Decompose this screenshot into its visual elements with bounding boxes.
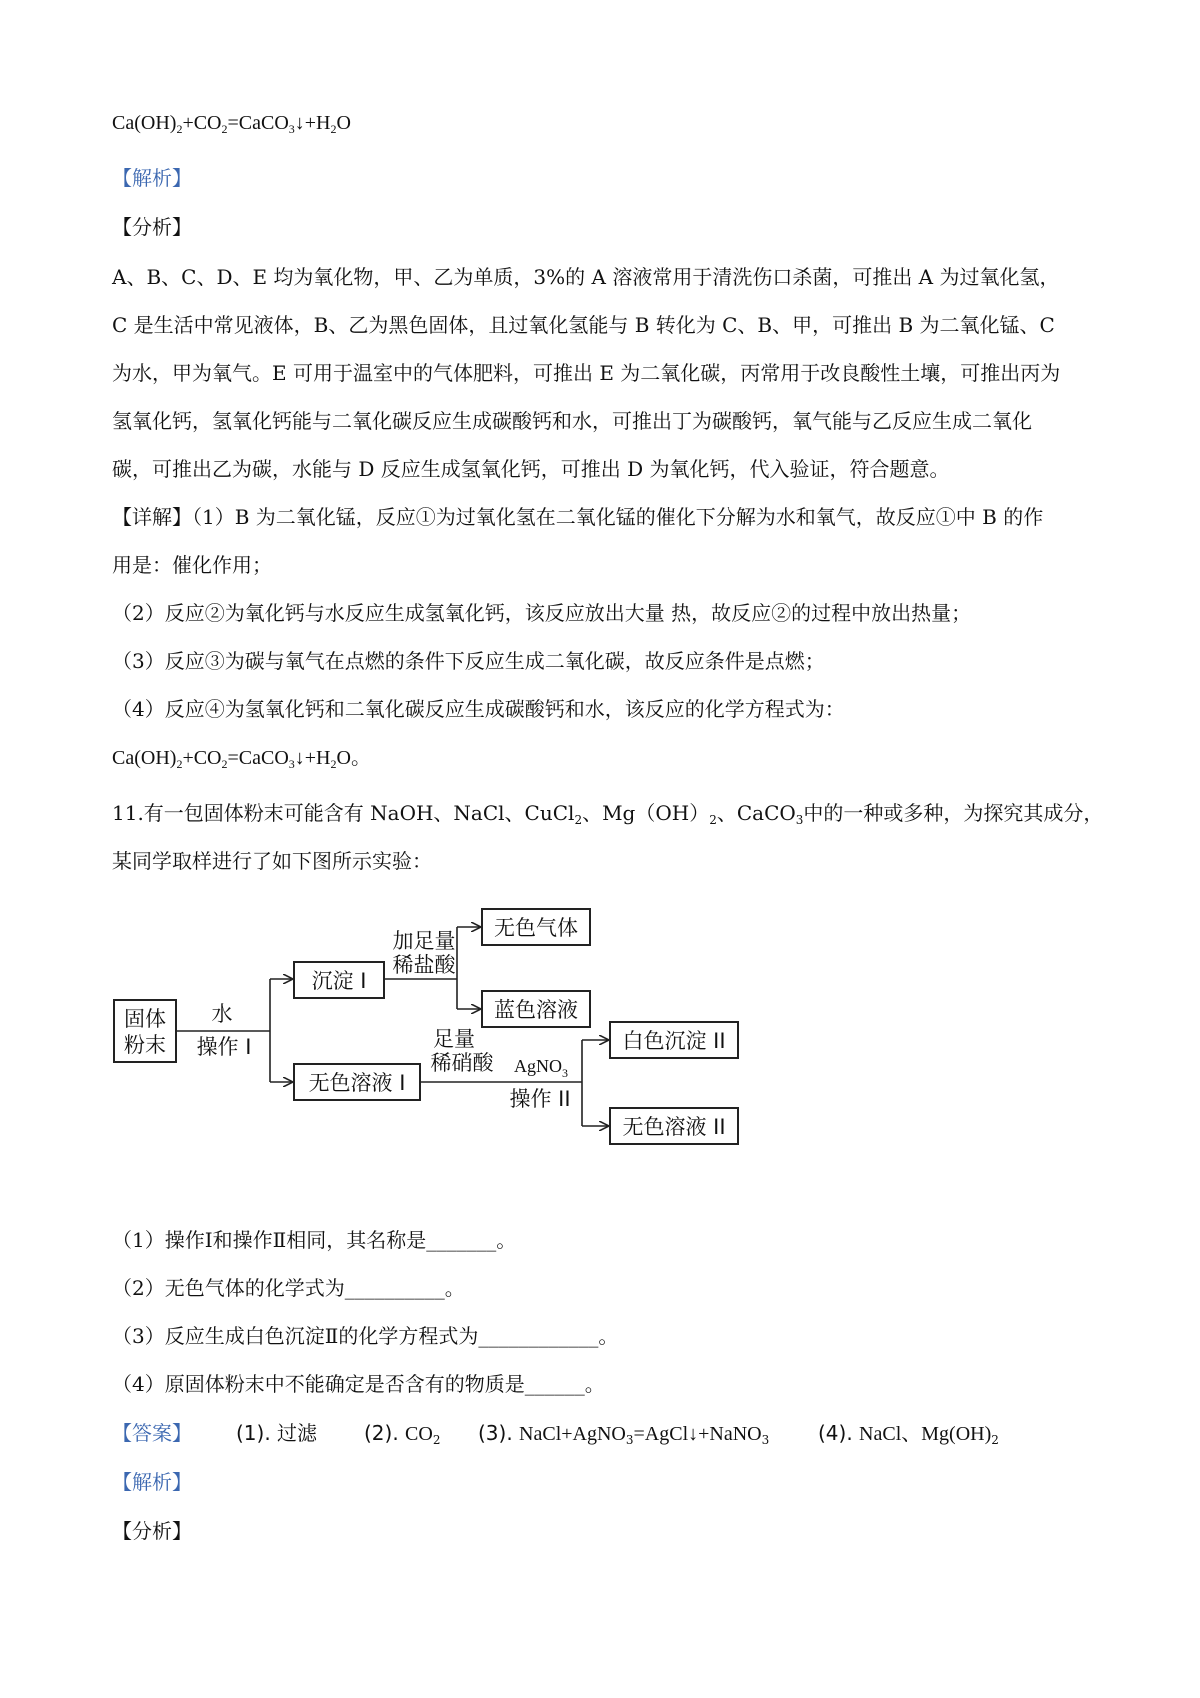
q11-text: 、Mg（OH） <box>582 801 710 825</box>
experiment-flow-diagram <box>112 900 832 1160</box>
q11-stem-line2: 某同学取样进行了如下图所示实验： <box>112 849 432 873</box>
answer-sub: 3 <box>625 1433 634 1447</box>
question-line: （1）操作Ⅰ和操作Ⅱ相同，其名称是_______。 <box>112 1228 517 1252</box>
question-line: （2）无色气体的化学式为__________。 <box>112 1276 465 1300</box>
label-fenxi: 【分析】 <box>112 215 192 239</box>
eq-part: ↓+H <box>294 112 331 134</box>
text-excess-hno3-2: 稀硝酸 <box>430 1051 494 1075</box>
answer-sub: 2 <box>991 1433 999 1447</box>
q11-text: 中的一种或多种，为探究其成分， <box>803 801 1104 825</box>
eq-sub: 2 <box>176 122 183 136</box>
agno3-main: AgNO <box>514 1056 562 1076</box>
answer-sub: 3 <box>761 1433 770 1447</box>
eq-part: =CaCO <box>227 747 289 769</box>
answer-num: (4). <box>818 1421 853 1445</box>
label-jiexi-2: 【解析】 <box>112 1470 192 1494</box>
answer-text: NaCl、Mg(OH) <box>859 1423 992 1445</box>
text-op2: 操作 II <box>509 1087 571 1111</box>
label-xiangjie: 【详解】 <box>112 505 192 529</box>
eq-sub: 2 <box>221 757 228 771</box>
text-colorless-solution-1: 无色溶液 I <box>308 1071 406 1095</box>
q11-text: 11.有一包固体粉末可能含有 NaOH、NaCl、CuCl <box>112 801 575 825</box>
text-colorless-solution-2: 无色溶液 II <box>622 1115 726 1139</box>
text-white-precipitate-2: 白色沉淀 II <box>622 1029 726 1053</box>
text-precipitate-1: 沉淀 I <box>311 969 367 993</box>
q11-sub: 2 <box>709 813 717 827</box>
eq-sub: 3 <box>288 122 295 136</box>
detail-text: （1）B 为二氧化锰，反应①为过氧化氢在二氧化锰的催化下分解为水和氧气，故反应①中 B 的作 <box>192 505 1044 529</box>
label-jiexi: 【解析】 <box>112 166 192 190</box>
answer-3 <box>478 1418 769 1455</box>
agno3-sub: 3 <box>562 1066 568 1080</box>
end-mark: 。 <box>350 747 371 769</box>
eq-part: +CO <box>182 747 222 769</box>
text-op1: 操作 I <box>196 1035 252 1059</box>
analysis-line: A、B、C、D、E 均为氧化物，甲、乙为单质，3%的 A 溶液常用于清洗伤口杀菌，可推出 A 为过氧化氢， <box>112 265 1060 289</box>
text-agno3 <box>514 1056 568 1080</box>
eq-sub: 2 <box>176 757 183 771</box>
text-excess-hcl-1: 加足量 <box>392 929 456 953</box>
q11-text: 、CaCO <box>716 801 796 825</box>
detail-line: 用是：催化作用； <box>112 553 272 577</box>
answer-2 <box>364 1418 440 1455</box>
detail-line: （3）反应③为碳与氧气在点燃的条件下反应生成二氧化碳，故反应条件是点燃； <box>112 649 825 673</box>
eq-sub: 2 <box>330 757 337 771</box>
eq-part: O <box>336 747 351 769</box>
label-fenxi-2: 【分析】 <box>112 1519 192 1543</box>
answer-text: =AgCl↓+NaNO <box>633 1423 762 1445</box>
answer-text: CO <box>405 1423 433 1445</box>
answer-sub: 2 <box>432 1433 441 1447</box>
answer-num: (2). <box>364 1421 399 1445</box>
analysis-line: 为水，甲为氧气。E 可用于温室中的气体肥料，可推出 E 为二氧化碳，丙常用于改良酸性土壤，可推出丙为 <box>112 361 1061 385</box>
question-line: （4）原固体粉末中不能确定是否含有的物质是______。 <box>112 1372 605 1396</box>
text-solid-2: 粉末 <box>124 1033 166 1057</box>
eq-part: O <box>336 112 351 134</box>
analysis-line: C 是生活中常见液体，B、乙为黑色固体，且过氧化氢能与 B 转化为 C、B、甲，可推出 B 为二氧化锰、C <box>112 313 1055 337</box>
eq-sub: 2 <box>221 122 228 136</box>
detail-line: （4）反应④为氢氧化钙和二氧化碳反应生成碳酸钙和水，该反应的化学方程式为： <box>112 697 845 721</box>
text-excess-hcl-2: 稀盐酸 <box>392 953 456 977</box>
eq-part: ↓+H <box>294 747 331 769</box>
answer-text: NaCl+AgNO <box>519 1423 626 1445</box>
eq-part: Ca(OH) <box>112 112 177 134</box>
q11-sub: 2 <box>574 813 583 827</box>
label-daan: 【答案】 <box>112 1421 192 1445</box>
answer-num: (3). <box>478 1421 513 1445</box>
question-line: （3）反应生成白色沉淀Ⅱ的化学方程式为____________。 <box>112 1324 619 1348</box>
answer-num: (1). <box>236 1421 271 1445</box>
equation-caoh2-co2-repeat <box>112 743 371 779</box>
eq-sub: 2 <box>330 122 337 136</box>
eq-part: Ca(OH) <box>112 747 177 769</box>
detail-line: （2）反应②为氧化钙与水反应生成氢氧化钙，该反应放出大量 热，故反应②的过程中放出热量； <box>112 601 972 625</box>
eq-sub: 3 <box>288 757 295 771</box>
eq-part: +CO <box>182 112 222 134</box>
text-solid-1: 固体 <box>124 1007 166 1031</box>
text-water: 水 <box>211 1002 233 1026</box>
equation-caoh2-co2 <box>112 108 351 144</box>
q11-sub: 3 <box>795 813 804 827</box>
text-colorless-gas: 无色气体 <box>494 916 578 940</box>
answer-4 <box>818 1418 999 1455</box>
answer-text: 过滤 <box>277 1421 318 1445</box>
text-blue-solution: 蓝色溶液 <box>494 998 578 1022</box>
analysis-line: 氢氧化钙，氢氧化钙能与二氧化碳反应生成碳酸钙和水，可推出丁为碳酸钙，氧气能与乙反应生成二氧化 <box>112 409 1032 433</box>
eq-part: =CaCO <box>227 112 289 134</box>
q11-stem-line1 <box>112 798 1103 835</box>
analysis-line: 碳，可推出乙为碳，水能与 D 反应生成氢氧化钙，可推出 D 为氧化钙，代入验证，符合题意。 <box>112 457 950 481</box>
answer-row <box>112 1418 1112 1448</box>
answer-1 <box>236 1418 317 1448</box>
text-excess-hno3-1: 足量 <box>433 1027 475 1051</box>
detail-line-1 <box>112 502 1043 532</box>
